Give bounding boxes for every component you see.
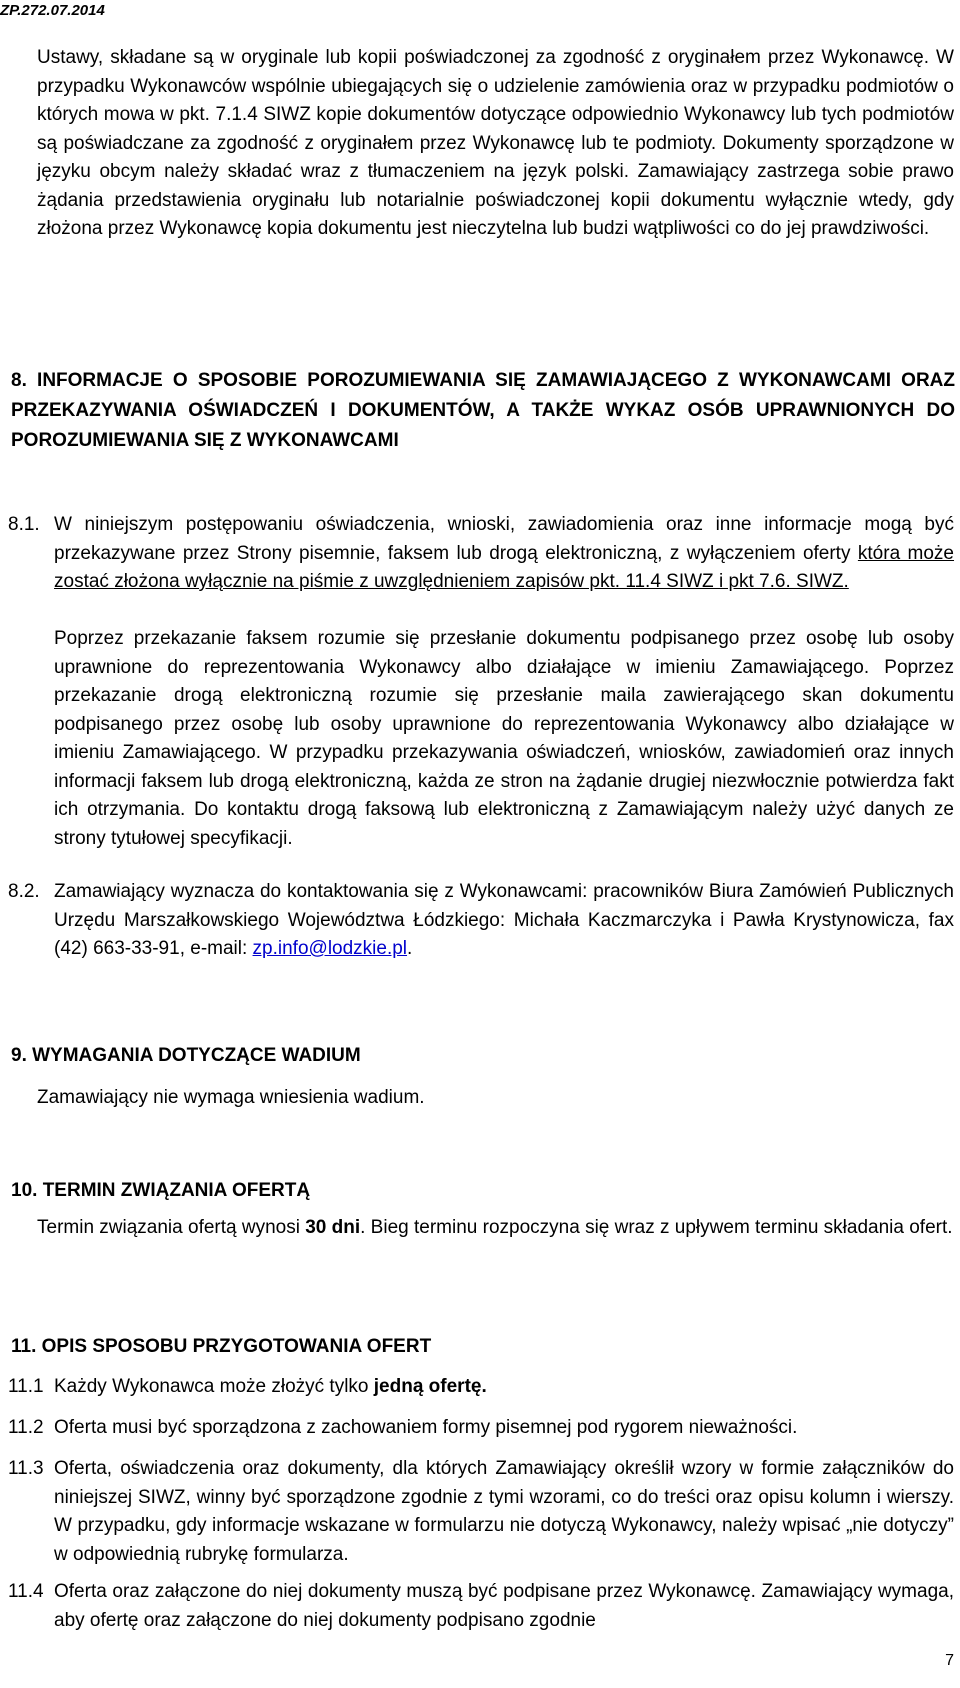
section-11-heading: 11. OPIS SPOSOBU PRZYGOTOWANIA OFERT [11, 1336, 432, 1357]
section-9-heading: 9. WYMAGANIA DOTYCZĄCE WADIUM [11, 1045, 361, 1066]
item-11-1-text-a: Każdy Wykonawca może złożyć tylko [54, 1376, 374, 1397]
offer-validity-period: 30 dni [305, 1217, 361, 1238]
item-8-1-paragraph [54, 511, 954, 597]
section-10-text [37, 1214, 954, 1243]
item-11-1-number: 11.1 [8, 1376, 44, 1397]
item-11-2-number: 11.2 [8, 1417, 44, 1438]
item-11-4-text: Oferta oraz załączone do niej dokumenty muszą być podpisane przez Wykonawcę. Zamawiający wymaga, aby ofertę oraz załączone do niej dokumenty podpisano zgodnie [54, 1581, 954, 1631]
item-8-1-number: 8.1. [8, 514, 40, 535]
item-8-2-paragraph [54, 878, 954, 964]
item-11-1-bold: jedną ofertę. [373, 1376, 487, 1397]
intro-paragraph: Ustawy, składane są w oryginale lub kopii poświadczonej za zgodność z oryginałem przez Wykonawcę. W przypadku Wykonawców wspólnie ubiegających się o udzielenie zamówienia oraz w przypadku podmiotów o których mowa w pkt. 7.1.4 SIWZ kopie dokumentów dotyczące odpowiednio Wykonawcy lub tych podmiotów są poświadczane za zgodność z oryginałem przez Wykonawcę lub te podmioty. Dokumenty sporządzone w języku obcym należy składać wraz z tłumaczeniem na język polski. Zamawiający zastrzega sobie prawo żądania przedstawienia oryginału lub notarialnie poświadczonej kopii dokumentu wyłącznie wtedy, gdy złożona przez Wykonawcę kopia dokumentu jest nieczytelna lub budzi wątpliwości co do jej prawdziwości. [37, 47, 954, 239]
section-10-heading: 10. TERMIN ZWIĄZANIA OFERTĄ [11, 1180, 311, 1201]
section-9-text: Zamawiający nie wymaga wniesienia wadium. [37, 1087, 425, 1108]
item-11-3-text: Oferta, oświadczenia oraz dokumenty, dla których Zamawiający określił wzory w formie załączników do niniejszej SIWZ, winny być sporządzone zgodnie z tymi wzorami, co do treści oraz opisu kolumn i wierszy. W przypadku, gdy informacje wskazane w formularzu nie dotyczą Wykonawcy, należy wpisać „nie dotyczy” w odpowiednią rubrykę formularza. [54, 1458, 954, 1565]
item-8-1-text: W niniejszym postępowaniu oświadczenia, wnioski, zawiadomienia oraz inne informacje mogą być przekazywane przez Strony pisemnie, faksem lub drogą elektroniczną, z wyłączeniem oferty [54, 514, 954, 564]
section-10-text-c: . Bieg terminu rozpoczyna się wraz z upływem terminu składania ofert. [360, 1217, 953, 1238]
item-8-2-text: Zamawiający wyznacza do kontaktowania się z Wykonawcami: pracowników Biura Zamówień Publicznych Urzędu Marszałkowskiego Województwa Łódzkiego: Michała Kaczmarczyka i Pawła Krystynowicza, fax (42) 663-33-91, e-mail: [54, 881, 954, 959]
page-number: 7 [945, 1652, 954, 1669]
item-8-2-number: 8.2. [8, 881, 40, 902]
email-link[interactable]: zp.info@lodzkie.pl [252, 938, 408, 959]
document-reference-header: ZP.272.07.2014 [0, 2, 105, 19]
item-11-2-text: Oferta musi być sporządzona z zachowaniem formy pisemnej pod rygorem nieważności. [54, 1417, 798, 1438]
item-8-2-end: . [407, 938, 413, 959]
item-11-1-text [54, 1373, 954, 1402]
item-8-1-underlined-text: która może zostać złożona wyłącznie na piśmie z uwzględnieniem zapisów pkt. 11.4 SIWZ i pkt 7.6. SIWZ. [54, 542, 955, 592]
item-11-3-number: 11.3 [8, 1458, 44, 1479]
section-8-heading: 8. INFORMACJE O SPOSOBIE POROZUMIEWANIA SIĘ ZAMAWIAJĄCEGO Z WYKONAWCAMI ORAZ PRZEKAZYWANIA OŚWIADCZEŃ I DOKUMENTÓW, A TAKŻE WYKAZ OSÓB UPRAWNIONYCH DO POROZUMIEWANIA SIĘ Z WYKONAWCAMI [11, 370, 955, 451]
item-8-1-continuation: Poprzez przekazanie faksem rozumie się przesłanie dokumentu podpisanego przez osobę lub osoby uprawnione do reprezentowania Wykonawcy albo działające w imieniu Zamawiającego. Poprzez przekazanie drogą elektroniczną rozumie się przesłanie maila zawierającego skan dokumentu podpisanego przez osobę lub osoby uprawnione do reprezentowania Wykonawcy albo działające w imieniu Zamawiającego. W przypadku przekazywania oświadczeń, wniosków, zawiadomień oraz innych informacji faksem lub drogą elektroniczną, każda ze stron na żądanie drugiej niezwłocznie potwierdza fakt ich otrzymania. Do kontaktu drogą faksową lub elektroniczną z Zamawiającym należy użyć danych ze strony tytułowej specyfikacji. [54, 628, 954, 849]
section-10-text-a: Termin związania ofertą wynosi [37, 1217, 306, 1238]
item-11-4-number: 11.4 [8, 1581, 44, 1602]
